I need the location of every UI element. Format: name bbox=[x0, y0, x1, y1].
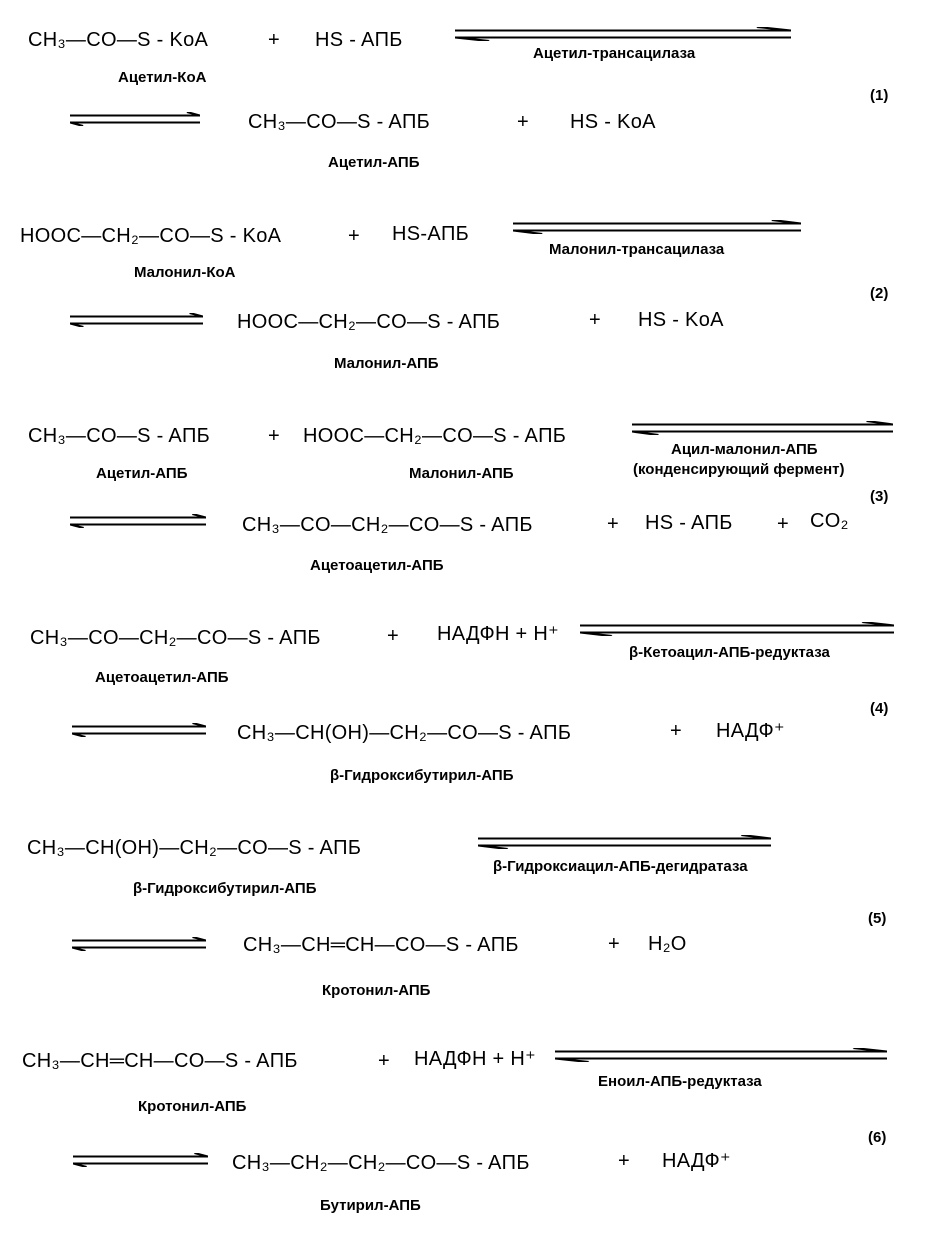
reactant-formula: НАДФН + Н⁺ bbox=[414, 1048, 536, 1070]
plus-sign: + bbox=[378, 1050, 390, 1072]
equilibrium-arrow bbox=[70, 112, 200, 126]
reactant-formula: HS-AПБ bbox=[392, 223, 470, 245]
equilibrium-arrow bbox=[513, 220, 801, 234]
product-formula: HS - KoA bbox=[638, 309, 724, 331]
compound-name: Бутирил-АПБ bbox=[320, 1197, 421, 1214]
product-formula: HS - KoA bbox=[570, 111, 656, 133]
reactant-formula: HOOC—CH₂—CO—S - KoA bbox=[20, 225, 282, 247]
plus-sign: + bbox=[608, 933, 620, 955]
equilibrium-arrow bbox=[70, 514, 206, 528]
compound-name: Ацетил-АПБ bbox=[328, 154, 420, 171]
product-formula: CH₃—CO—S - AПБ bbox=[248, 111, 431, 133]
product-formula: НАДФ⁺ bbox=[662, 1150, 731, 1172]
product-formula: НАДФ⁺ bbox=[716, 720, 785, 742]
reactant-formula: HS - AПБ bbox=[315, 29, 403, 51]
compound-name: Кротонил-АПБ bbox=[322, 982, 431, 999]
plus-sign: + bbox=[517, 111, 529, 133]
equilibrium-arrow bbox=[73, 1153, 208, 1167]
enzyme-label: Еноил-АПБ-редуктаза bbox=[598, 1073, 762, 1090]
reaction-number: (5) bbox=[868, 910, 887, 927]
reactant-formula: CH₃—CH(OH)—CH₂—CO—S - AПБ bbox=[27, 837, 362, 859]
compound-name: β-Гидроксибутирил-АПБ bbox=[330, 767, 514, 784]
product-formula: CO₂ bbox=[810, 510, 849, 532]
plus-sign: + bbox=[268, 29, 280, 51]
equilibrium-arrow bbox=[580, 622, 894, 636]
reaction-number: (2) bbox=[870, 285, 889, 302]
reaction-number: (4) bbox=[870, 700, 889, 717]
enzyme-label: β-Кетоацил-АПБ-редуктаза bbox=[629, 644, 830, 661]
enzyme-label: Ацетил-трансацилаза bbox=[533, 45, 696, 62]
plus-sign: + bbox=[670, 720, 682, 742]
product-formula: HS - AПБ bbox=[645, 512, 733, 534]
reactant-formula: CH₃—CH═CH—CO—S - AПБ bbox=[22, 1050, 298, 1072]
product-formula: CH₃—CH₂—CH₂—CO—S - AПБ bbox=[232, 1152, 530, 1174]
compound-name: Ацетил-КоА bbox=[118, 69, 207, 86]
equilibrium-arrow bbox=[72, 937, 206, 951]
reaction-number: (3) bbox=[870, 488, 889, 505]
compound-name: Ацетоацетил-АПБ bbox=[310, 557, 444, 574]
product-formula: HOOC—CH₂—CO—S - AПБ bbox=[237, 311, 501, 333]
equilibrium-arrow bbox=[632, 421, 893, 435]
plus-sign: + bbox=[268, 425, 280, 447]
enzyme-label: β-Гидроксиацил-АПБ-дегидратаза bbox=[493, 858, 748, 875]
reaction-number: (1) bbox=[870, 87, 889, 104]
compound-name: Кротонил-АПБ bbox=[138, 1098, 247, 1115]
enzyme-label: Малонил-трансацилаза bbox=[549, 241, 725, 258]
reaction-number: (6) bbox=[868, 1129, 887, 1146]
compound-name: Малонил-АПБ bbox=[334, 355, 439, 372]
enzyme-label: Ацил-малонил-АПБ bbox=[671, 441, 818, 458]
equilibrium-arrow bbox=[72, 723, 206, 737]
reactant-formula: CH₃—CO—S - KoA bbox=[28, 29, 209, 51]
product-formula: CH₃—CO—CH₂—CO—S - AПБ bbox=[242, 514, 533, 536]
equilibrium-arrow bbox=[478, 835, 771, 849]
reactant-formula: HOOC—CH₂—CO—S - AПБ bbox=[303, 425, 567, 447]
reactant-formula: НАДФН + Н⁺ bbox=[437, 623, 559, 645]
plus-sign: + bbox=[618, 1150, 630, 1172]
equilibrium-arrow bbox=[555, 1048, 887, 1062]
equilibrium-arrow bbox=[455, 27, 791, 41]
compound-name: Ацетоацетил-АПБ bbox=[95, 669, 229, 686]
product-formula: H₂O bbox=[648, 933, 687, 955]
product-formula: CH₃—CH═CH—CO—S - AПБ bbox=[243, 934, 519, 956]
compound-name: Малонил-КоА bbox=[134, 264, 236, 281]
plus-sign: + bbox=[777, 513, 789, 535]
equilibrium-arrow bbox=[70, 313, 203, 327]
plus-sign: + bbox=[387, 625, 399, 647]
enzyme-label: (конденсирующий фермент) bbox=[633, 461, 845, 478]
reactant-formula: CH₃—CO—CH₂—CO—S - AПБ bbox=[30, 627, 321, 649]
plus-sign: + bbox=[348, 225, 360, 247]
compound-name: β-Гидроксибутирил-АПБ bbox=[133, 880, 317, 897]
compound-name: Ацетил-АПБ bbox=[96, 465, 188, 482]
product-formula: CH₃—CH(OH)—CH₂—CO—S - AПБ bbox=[237, 722, 572, 744]
plus-sign: + bbox=[607, 513, 619, 535]
reactant-formula: CH₃—CO—S - AПБ bbox=[28, 425, 211, 447]
compound-name: Малонил-АПБ bbox=[409, 465, 514, 482]
plus-sign: + bbox=[589, 309, 601, 331]
